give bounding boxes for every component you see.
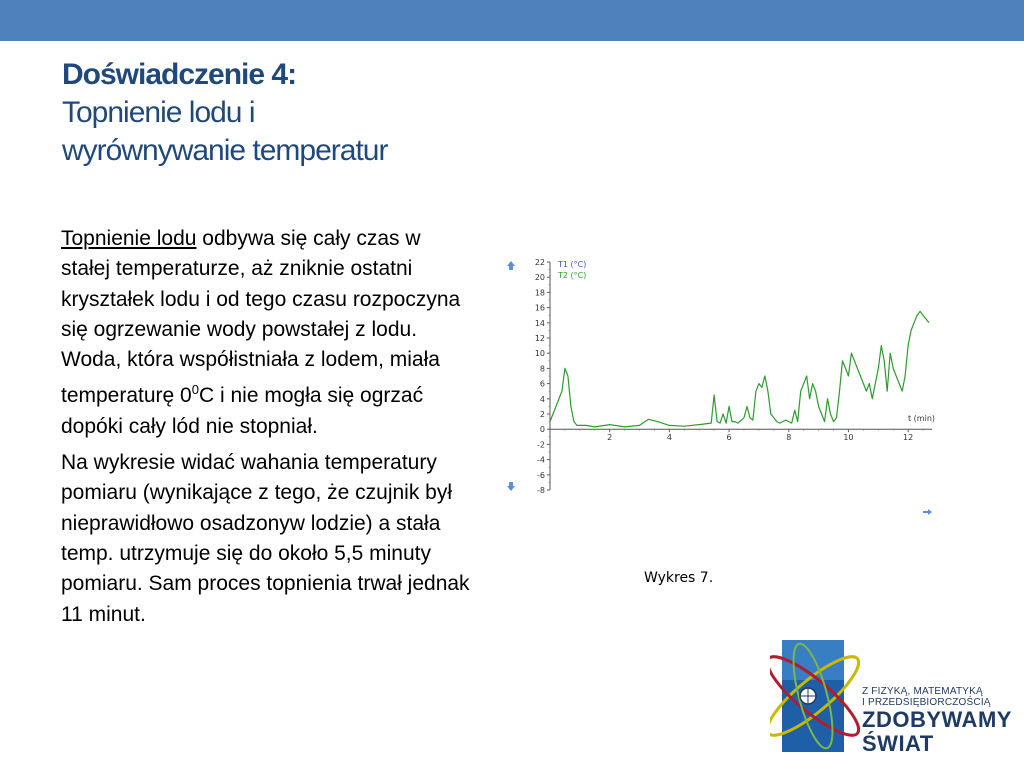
title-line-3: wyrównywanie temperatur bbox=[62, 134, 388, 167]
y-tick-label: 20 bbox=[534, 273, 545, 283]
y-ticks bbox=[535, 258, 550, 495]
page-title bbox=[62, 56, 662, 170]
logo-line-2: I PRZEDSIĘBIORCZOŚCIĄ bbox=[862, 697, 991, 708]
project-logo bbox=[770, 624, 1024, 768]
y-tick-label: 14 bbox=[534, 318, 545, 328]
x-tick-label: 6 bbox=[726, 433, 732, 443]
paragraph-2: Na wykresie widać wahania temperatury pomiaru (wynikające z tego, że czujnik był nieprawidłowo osadzonyw lodzie) a stała temp. utrzymuje się do około 5,5 minuty pomiaru. Sam proces topnienia trwał jednak 11 minut. bbox=[61, 451, 470, 626]
y-tick-label: -6 bbox=[537, 470, 545, 480]
scroll-down-icon[interactable] bbox=[507, 482, 515, 491]
title-bold: Doświadczenie 4: bbox=[62, 58, 297, 91]
series-line-t2 bbox=[550, 311, 929, 427]
logo-line-4: ŚWIAT bbox=[862, 731, 934, 756]
x-tick-label: 12 bbox=[903, 433, 914, 443]
y-tick-label: 6 bbox=[539, 379, 545, 389]
legend-t1: T1 (°C) bbox=[558, 260, 587, 269]
x-tick-label: 2 bbox=[607, 433, 613, 443]
y-tick-label: 12 bbox=[534, 334, 545, 343]
y-tick-label: 0 bbox=[539, 425, 545, 435]
y-tick-label: 2 bbox=[539, 410, 545, 419]
title-line-2: Topnienie lodu i bbox=[62, 96, 255, 129]
chart-axes bbox=[550, 262, 932, 490]
logo-line-3: ZDOBYWAMY bbox=[862, 707, 1012, 732]
y-tick-label: -2 bbox=[537, 440, 545, 450]
x-tick-label: 8 bbox=[786, 433, 792, 443]
y-tick-label: 10 bbox=[534, 349, 545, 359]
y-tick-label: -4 bbox=[537, 455, 545, 465]
chart-svg bbox=[500, 254, 950, 524]
top-bar bbox=[0, 0, 1024, 41]
y-tick-label: 18 bbox=[534, 288, 545, 298]
p1-text-a: odbywa się cały czas w stałej temperaturze, aż zniknie ostatni kryształek lodu i od tego czasu rozpoczyna się ogrzewanie wody powstałej z lodu. Woda, która współistniała z lodem, miała temperaturę 0 bbox=[61, 227, 461, 408]
logo-text bbox=[862, 686, 1012, 756]
plot-area bbox=[550, 311, 929, 427]
p1-text-b: C i nie mogła się ogrzać dopóki cały lód nie stopniał. bbox=[61, 384, 424, 438]
chart-caption: Wykres 7. bbox=[644, 570, 714, 586]
underlined-term: Topnienie lodu bbox=[61, 227, 197, 250]
y-tick-label: 22 bbox=[534, 258, 545, 267]
logo-line-1: Z FIZYKĄ, MATEMATYKĄ bbox=[862, 686, 983, 697]
x-axis-label: t (min) bbox=[908, 414, 936, 423]
body-text bbox=[61, 224, 471, 636]
y-tick-label: 4 bbox=[539, 394, 545, 404]
temperature-chart bbox=[500, 254, 950, 524]
p1-superscript: 0 bbox=[191, 382, 199, 398]
y-tick-label: 8 bbox=[539, 364, 545, 374]
y-tick-label: -8 bbox=[537, 486, 545, 495]
scroll-right-icon[interactable] bbox=[923, 509, 932, 515]
y-tick-label: 16 bbox=[534, 303, 545, 313]
x-ticks bbox=[565, 429, 923, 442]
legend-t2: T2 (°C) bbox=[558, 271, 587, 280]
x-tick-label: 4 bbox=[666, 433, 672, 443]
x-tick-label: 10 bbox=[843, 433, 854, 443]
scroll-up-icon[interactable] bbox=[507, 261, 515, 270]
paragraph-1 bbox=[61, 224, 471, 442]
